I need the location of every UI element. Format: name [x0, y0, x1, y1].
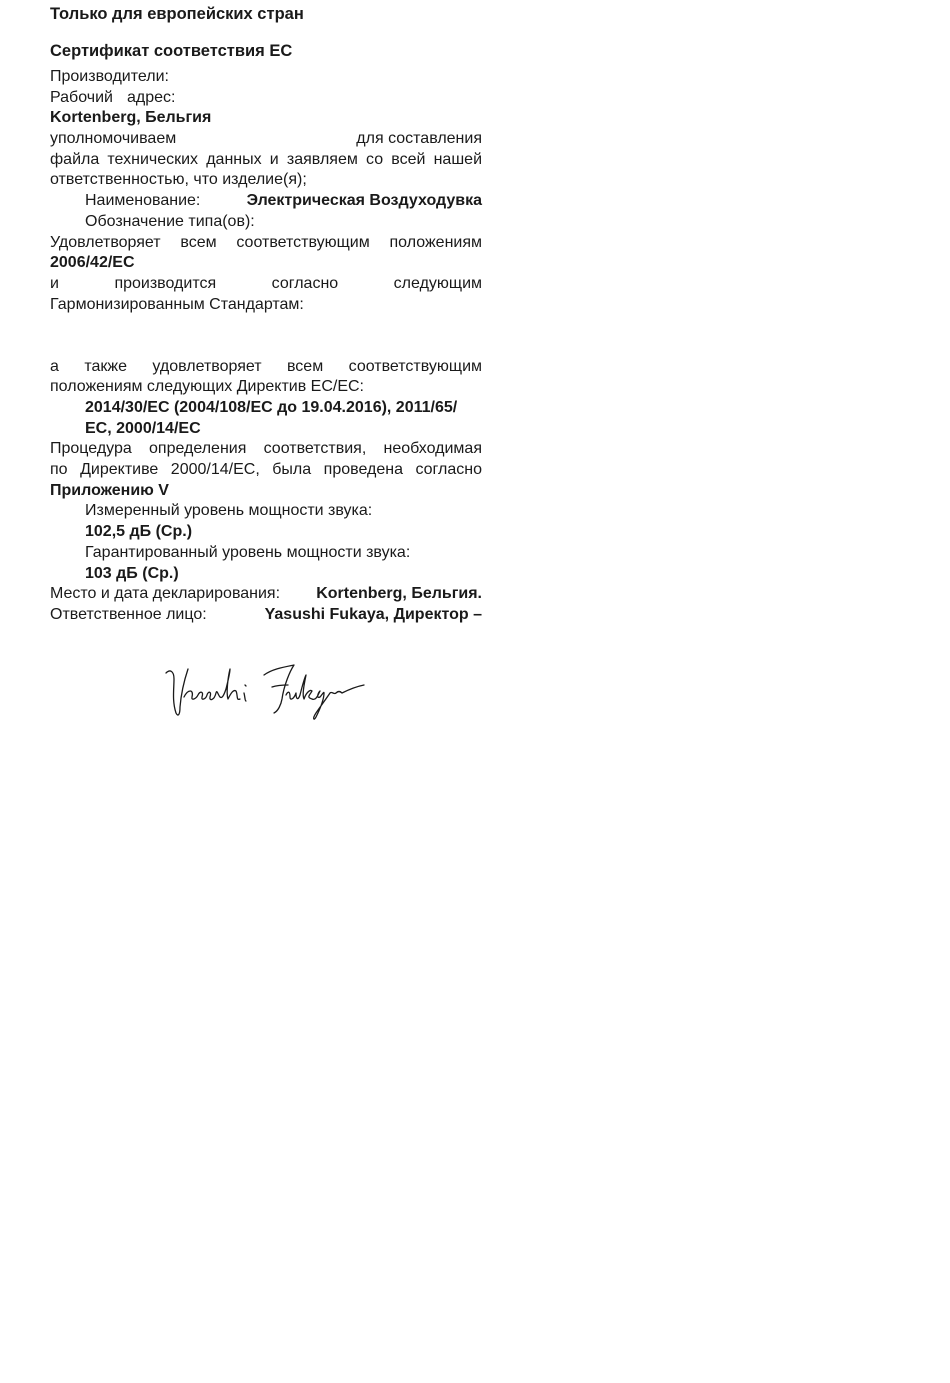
authorize-line-3: ответственностью, что изделие(я); — [50, 171, 307, 189]
procedure-line-2: по Директиве 2000/14/ЕС, была проведена согласно — [50, 461, 482, 479]
directives-line-1: 2014/30/EC (2004/108/EC до 19.04.2016), 2011/65/ — [85, 399, 458, 417]
type-label: Обозначение типа(ов): — [85, 212, 255, 230]
guaranteed-value: 103 дБ (Ср.) — [85, 564, 179, 582]
procedure-line-1: Процедура определения соответствия, необходимая — [50, 440, 482, 458]
place-value: Kortenberg, Бельгия. — [316, 585, 482, 603]
product-name-line: Наименование: Электрическая Воздуходувка — [50, 191, 482, 212]
directives-line-2: EC, 2000/14/EC — [85, 419, 201, 437]
region-heading: Только для европейских стран — [50, 5, 304, 23]
manufacturer-label: Производители: — [50, 68, 169, 85]
place-line: Место и дата декларирования: Kortenberg, Бельгия. — [50, 584, 482, 605]
address-label: Рабочий адрес: — [50, 88, 176, 106]
location-line: Kortenberg, Бельгия — [50, 109, 212, 127]
also-line-1: а также удовлетворяет всем соответствующим — [50, 357, 482, 375]
procedure-line-3: Приложению V — [50, 481, 169, 499]
complies-directive: 2006/42/EC — [50, 254, 135, 272]
signature-image — [160, 655, 370, 730]
authorize-line-1: уполномочиваем для составления — [50, 130, 482, 148]
standards-blank — [50, 315, 482, 356]
responsible-value: Yasushi Fukaya, Директор – — [264, 605, 482, 623]
complies-line-2: и производится согласно следующим — [50, 274, 482, 292]
product-name-value: Электрическая Воздуходувка — [246, 192, 482, 210]
guaranteed-label: Гарантированный уровень мощности звука: — [85, 543, 411, 561]
complies-line-1: Удовлетворяет всем соответствующим положениям — [50, 233, 482, 251]
responsible-line: Ответственное лицо: Yasushi Fukaya, Директор – — [50, 605, 482, 626]
measured-label: Измеренный уровень мощности звука: — [85, 502, 373, 520]
also-line-2: положениям следующих Директив ЕС/EC: — [50, 378, 364, 396]
authorize-line-2: файла технических данных и заявляем со всей нашей — [50, 150, 482, 168]
certificate-title: Сертификат соответствия ЕС — [50, 42, 293, 60]
complies-line-3: Гармонизированным Стандартам: — [50, 295, 304, 313]
measured-value: 102,5 дБ (Ср.) — [85, 523, 193, 541]
declaration-document — [50, 0, 482, 626]
